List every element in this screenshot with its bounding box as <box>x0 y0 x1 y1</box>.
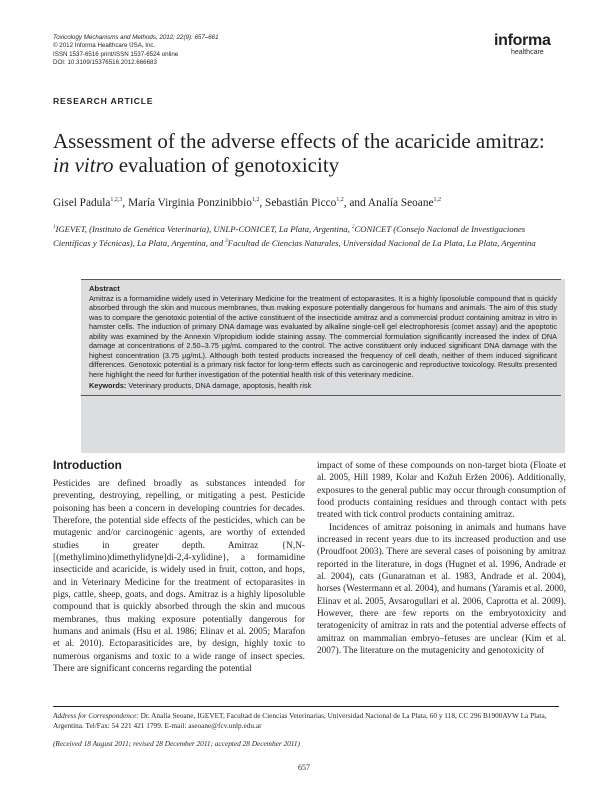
journal-citation: Toxicology Mechanisms and Methods, 2012; 22(9): 657–661 <box>53 34 219 41</box>
affiliations <box>53 222 563 249</box>
article-title <box>53 129 553 177</box>
title-line-1: Assessment of the adverse effects of the acaricide amitraz: <box>53 129 545 153</box>
introduction-paragraph-1-continued: impact of some of these compounds on non-target biota (Floate et al. 2005, Hill 1989, Kolar and Kožuh Eržen 2006). Additionally, exposures to the general public may occur through consumption of food products containing residues and through contact with pets treated with tick control products containing amitraz. <box>317 461 566 521</box>
affiliation-sup: 1 <box>53 225 56 230</box>
article-type: RESEARCH ARTICLE <box>53 96 154 106</box>
affiliation-3: Facultad de Ciencias Naturales, Universidad Nacional de La Plata, La Plata, Argentina <box>227 237 536 248</box>
affiliation-1: IGEVET, (Instituto de Genética Veterinaria), UNLP-CONICET, La Plata, Argentina, <box>55 224 352 234</box>
publisher-name: informa <box>494 32 551 49</box>
author-name: Analía Seoane <box>367 197 434 209</box>
introduction-heading: Introduction <box>53 458 122 472</box>
author-affiliation-sup: 1,2 <box>251 197 260 203</box>
author-name: Gisel Padula <box>53 197 111 209</box>
affiliation-sup: 2 <box>351 225 355 230</box>
introduction-paragraph-1: Pesticides are defined broadly as substances intended for preventing, destroying, repelling, or mitigating a pest. Pesticide poisoning has been a concern in developing countries for decades. Therefore, the potential side effects of the pesticides, which can be mutagenic and/or carcinogenic agents, are worthy of extended studies in greater depth. Amitraz {N,N-[(methylimino)dimethylidyne]di-2,4-xylidine}, a formamidine insecticide and acaricide, is widely used in fruit, cotton, and hops, and in Veterinary Medicine for the treatment of ectoparasites in pigs, cattle, sheep, goats, and dogs. Amitraz is a highly liposoluble compound that is quickly absorbed through the skin and mucous membranes, thus making exposure potentially dangerous for humans and animals (Hsu et al. 1986; Elinav et al. 2005; Marafon et al. 2010). Ectoparasiticides are, by design, highly toxic to numerous organisms and toxic to a wide range of insect species. There are significant concerns regarding the potential <box>53 479 305 675</box>
affiliation-sup: 3 <box>225 238 228 244</box>
author-affiliation-sup: 1,2,3 <box>110 197 123 203</box>
affiliation-2: CONICET (Consejo Nacional de Investigaciones Científicas y Técnicas), La Plata, Argentina, and <box>53 224 526 248</box>
title-line-2 <box>53 153 553 177</box>
keywords-text: Veterinary products, DNA damage, apoptosis, health risk <box>128 381 312 390</box>
author-separator: , <box>259 197 266 209</box>
issn-line: ISSN 1537-6516 print/ISSN 1537-6524 online <box>53 50 179 58</box>
author-list <box>53 197 441 209</box>
author-separator: , and <box>343 197 368 209</box>
correspondence-text: Dr. Analía Seoane, IGEVET, Facultad de Ciencias Veterinarias, Universidad Nacional de La Plata, 60 y 118, CC 296 B1900AVW La Plata, Argentina. Tel/Fax: 54 221 421 1799. E-mail: aseoane@fcv.unlp.edu.ar <box>53 711 547 730</box>
copyright-line: © 2012 Informa Healthcare USA, Inc. <box>53 42 156 50</box>
author-name: Sebastián Picco <box>265 197 337 209</box>
abstract-box <box>81 279 561 396</box>
correspondence-note <box>53 711 563 730</box>
abstract-heading: Abstract <box>89 284 120 293</box>
author-separator: , <box>122 197 129 209</box>
received-dates: (Received 18 August 2011; revised 28 December 2011; accepted 28 December 2011) <box>53 739 300 748</box>
page-number: 657 <box>298 763 310 772</box>
abstract-text: Amitraz is a formamidine widely used in Veterinary Medicine for the treatment of ectoparasites. It is a highly liposoluble compound that is quickly absorbed through the skin and mucous membranes, thus making exposure potentially dangerous for humans and animals. The aim of this study was to compare the genotoxic potential of the active constituent of the insecticide amitraz and a commercial product containing amitraz in vitro in hamster cells. The induction of primary DNA damage was evaluated by alkaline single-cell gel electrophoresis (comet assay) and the apoptotic ability was examined by the Annexin V/propidium iodide staining assay. The commercial formulation significantly increased the index of DNA damage at concentrations of 2.50–3.75 µg/mL compared to the control. The active constituent only induced significant DNA damage with the highest concentration (3.75 µg/mL). Although both tested products increased the frequency of cell death, neither of them induced significant differences. Genotoxic potential is a primary risk factor for long-term effects such as carcinogenic and reproductive toxicology. Results presented here highlight the need for further investigation of the potential health risk of this veterinary medicine. <box>89 293 557 379</box>
doi-line: DOI: 10.3109/15376516.2012.666683 <box>53 58 157 66</box>
left-column <box>53 458 305 676</box>
introduction-paragraph-2: Incidences of amitraz poisoning in animals and humans have increased in recent years due to its increased production and use (Proudfoot 2003). There are several cases of poisoning by amitraz reported in the literature, in dogs (Hugnet et al. 1996, Andrade et al. 2004), cats (Gunaratnan et al. 1983, Andrade et al. 2004), horses (Westermann et al. 2004), and humans (Yaramis et al. 2000, Elinav et al. 2005, Avsarogullari et al. 2006, Caprotta et al. 2009). However, there are few reports on the embryotoxicity and teratogenicity of amitraz in rats and the potential adverse effects of amitraz on mammalian embryo–fetuses are unclear (Kim et al. 2007). The literature on the mutagenicity and genotoxicity of <box>317 522 566 657</box>
keywords-label: Keywords: <box>89 381 127 390</box>
author-affiliation-sup: 1,2 <box>433 197 441 203</box>
correspondence-label: Address for Correspondence: <box>53 711 139 720</box>
author-affiliation-sup: 1,2 <box>336 197 344 203</box>
right-column <box>317 460 566 658</box>
journal-metadata <box>53 34 219 67</box>
title-rest: evaluation of genotoxicity <box>113 153 340 177</box>
author-name: María Virginia Ponzinibbio <box>128 197 252 209</box>
footnote-divider <box>53 706 559 707</box>
publisher-subtitle: healthcare <box>511 49 544 56</box>
keywords-line <box>89 381 557 391</box>
title-italic-part: in vitro <box>53 153 114 177</box>
publisher-logo <box>494 33 551 57</box>
